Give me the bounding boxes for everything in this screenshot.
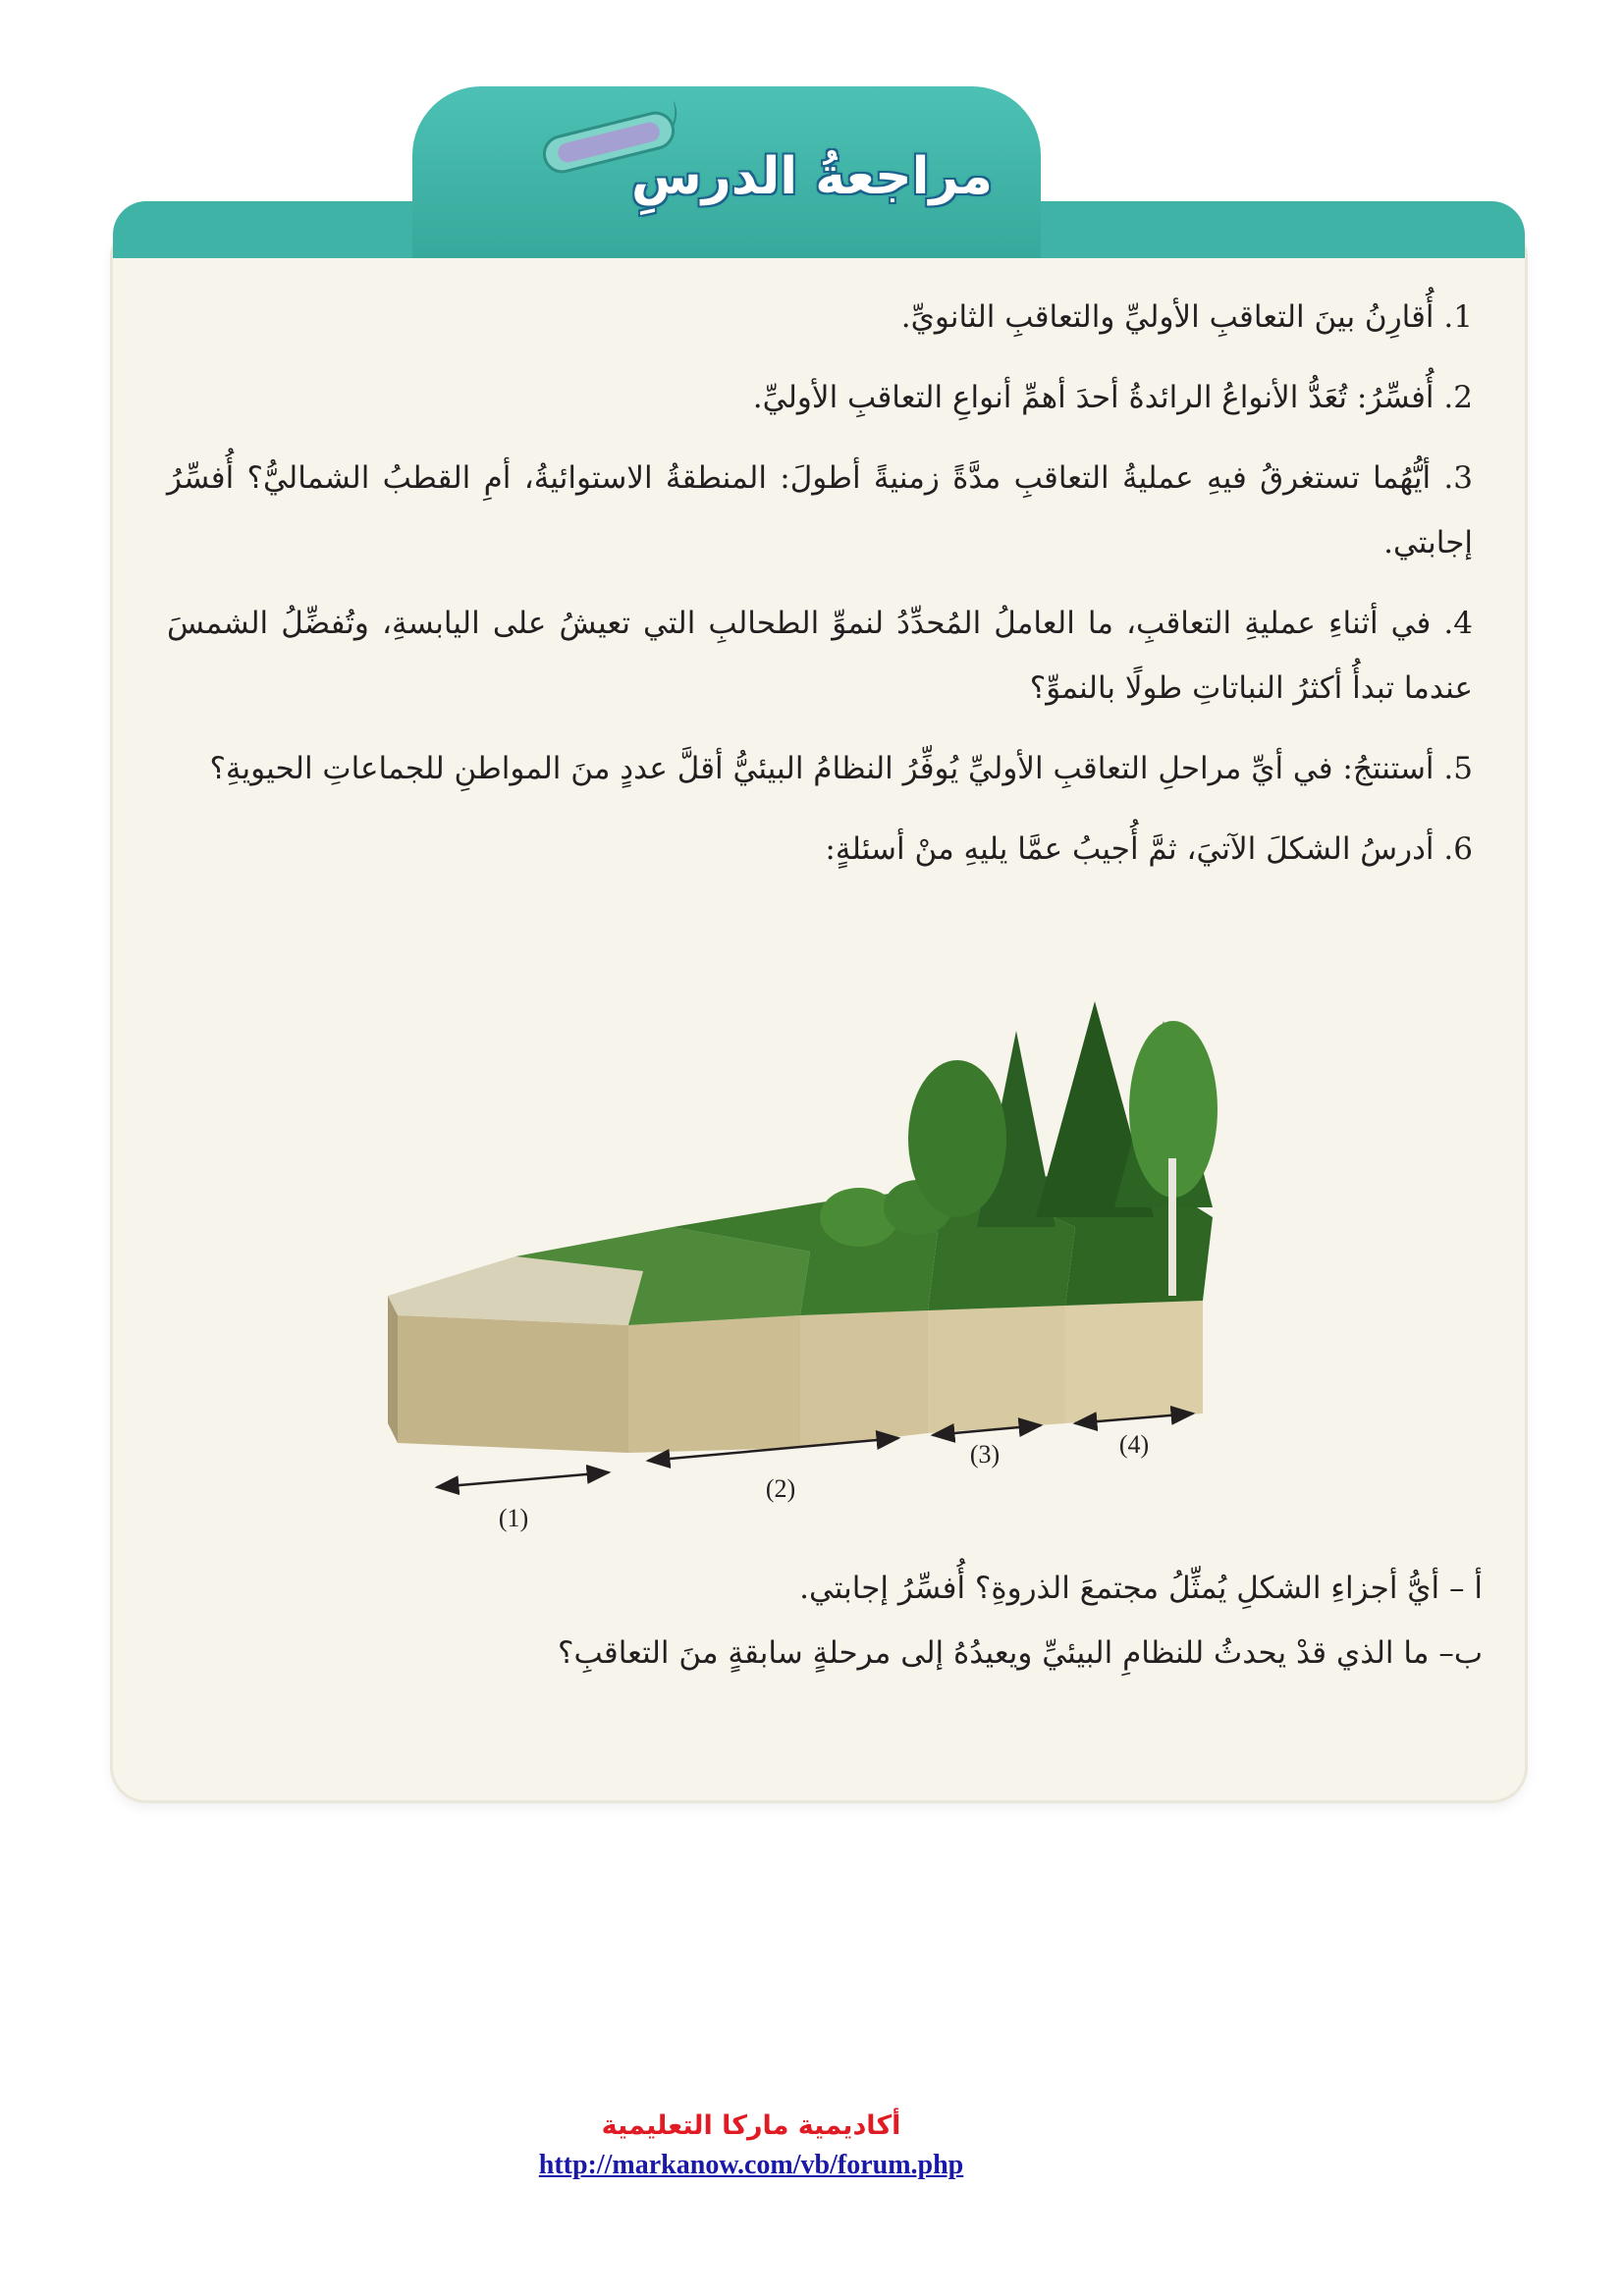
soil-block-5 bbox=[1065, 1301, 1203, 1423]
question-5 bbox=[167, 736, 1473, 801]
deciduous-tree bbox=[908, 1060, 1006, 1217]
question-6 bbox=[167, 817, 1473, 881]
soil-block-1 bbox=[398, 1315, 628, 1453]
question-number: 3. bbox=[1443, 460, 1473, 496]
subquestion-list bbox=[167, 1556, 1483, 1685]
subquestion-letter: أ – bbox=[1449, 1571, 1483, 1606]
soil-block-3 bbox=[800, 1310, 928, 1448]
question-text: أيُّهُما تستغرقُ فيهِ عمليةُ التعاقبِ مدَّةً زمنيةً أطولَ: المنطقةُ الاستوائيةُ، أمِ القطبُ الشماليُّ؟ أُفسِّرُ إجابتي. bbox=[167, 460, 1473, 561]
stage-2-label: (2) bbox=[765, 1474, 796, 1503]
subquestion-letter: ب– bbox=[1438, 1635, 1483, 1671]
subquestion-text: ما الذي قدْ يحدثُ للنظامِ البيئيِّ ويعيدُهُ إلى مرحلةٍ سابقةٍ منَ التعاقبِ؟ bbox=[557, 1635, 1430, 1671]
question-3 bbox=[167, 446, 1473, 575]
succession-figure bbox=[388, 991, 1232, 1541]
question-text: أُفسِّرُ: تُعَدُّ الأنواعُ الرائدةُ أحدَ أهمِّ أنواعِ التعاقبِ الأوليِّ. bbox=[752, 380, 1435, 415]
subquestion-text: أيُّ أجزاءِ الشكلِ يُمثِّلُ مجتمعَ الذروةِ؟ أُفسِّرُ إجابتي. bbox=[799, 1571, 1440, 1606]
stage-1-label: (1) bbox=[498, 1504, 529, 1532]
stage-1-arrow bbox=[437, 1472, 609, 1487]
subquestion-a bbox=[167, 1556, 1483, 1621]
question-4 bbox=[167, 591, 1473, 721]
question-2 bbox=[167, 365, 1473, 430]
stage-4-label: (4) bbox=[1118, 1430, 1150, 1459]
birch-trunk bbox=[1168, 1158, 1176, 1296]
question-list bbox=[167, 285, 1473, 897]
question-text: أستنتجُ: في أيِّ مراحلِ التعاقبِ الأوليِّ يُوفِّرُ النظامُ البيئيُّ أقلَّ عددٍ منَ المواطنِ للجماعاتِ الحيويةِ؟ bbox=[209, 751, 1435, 786]
question-number: 4. bbox=[1443, 606, 1473, 641]
soil-block-4 bbox=[928, 1306, 1065, 1433]
stage-3-label: (3) bbox=[969, 1440, 1001, 1468]
question-1 bbox=[167, 285, 1473, 349]
question-number: 1. bbox=[1443, 299, 1473, 335]
soil-block-2 bbox=[628, 1315, 800, 1453]
question-number: 5. bbox=[1443, 751, 1473, 786]
footer-academy-name: أكاديمية ماركا التعليمية bbox=[601, 2110, 901, 2141]
question-text: أُقارِنُ بينَ التعاقبِ الأوليِّ والتعاقبِ الثانويِّ. bbox=[900, 299, 1435, 335]
subquestion-b bbox=[167, 1621, 1483, 1685]
question-number: 2. bbox=[1443, 380, 1473, 415]
question-text: أدرسُ الشكلَ الآتيَ، ثمَّ أُجيبُ عمَّا يليهِ منْ أسئلةٍ: bbox=[825, 831, 1435, 867]
page-title: مراجعةُ الدرسِ bbox=[631, 147, 993, 206]
footer-forum-link[interactable]: http://markanow.com/vb/forum.php bbox=[538, 2150, 964, 2180]
soil-side bbox=[388, 1296, 398, 1443]
question-number: 6. bbox=[1443, 831, 1473, 867]
question-text: في أثناءِ عمليةِ التعاقبِ، ما العاملُ المُحدِّدُ لنموِّ الطحالبِ التي تعيشُ على اليابسةِ، وتُفضِّلُ الشمسَ عندما تبدأُ أكثرُ النباتاتِ طولًا بالنموِّ؟ bbox=[167, 606, 1473, 706]
